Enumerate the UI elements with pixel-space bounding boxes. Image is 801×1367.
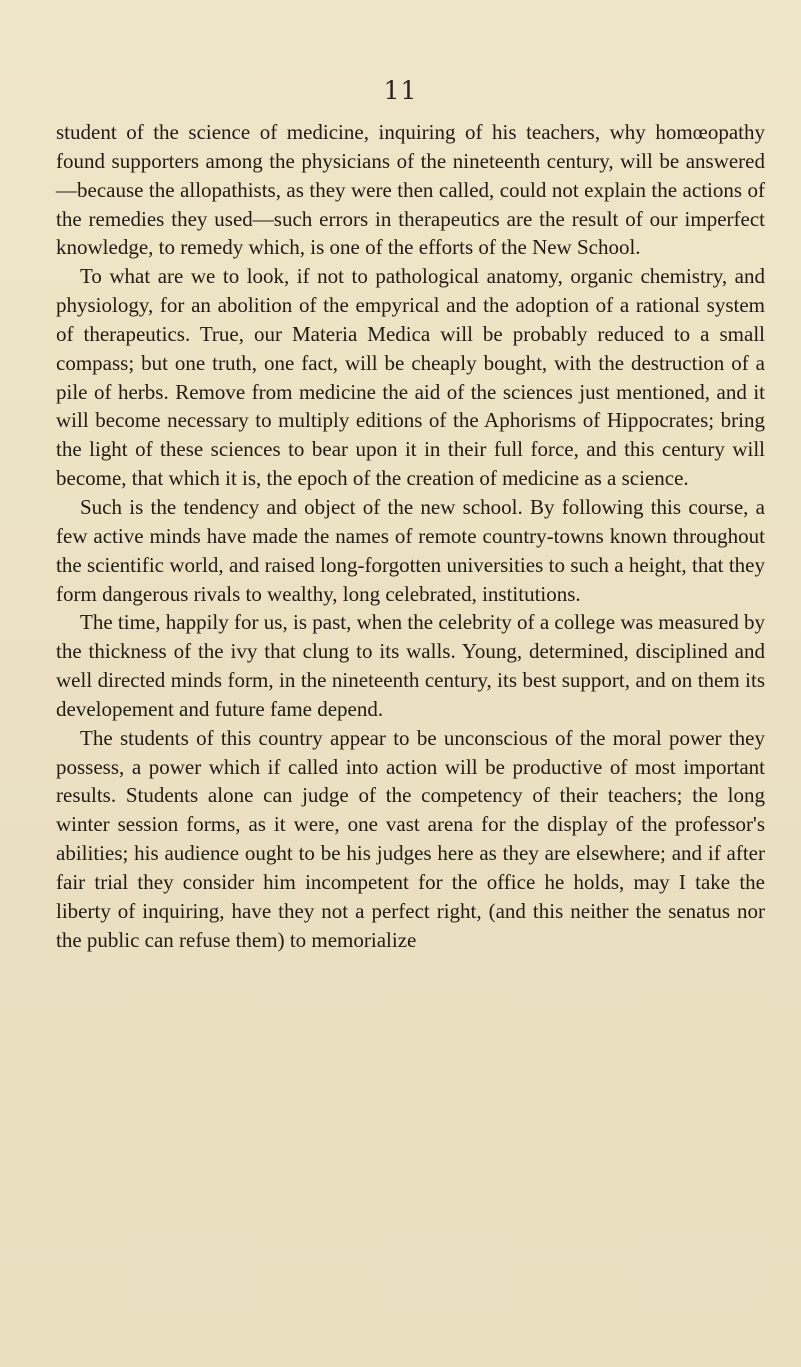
paragraph: The time, happily for us, is past, when the celebrity of a college was measured by the thickness of the ivy that clung to its walls. Young, determined, disciplined and well directed minds form, in the nineteenth century, its best support, and on them its developement and future fame depend.	[56, 610, 765, 721]
paragraph-continued: student of the science of medicine, inquiring of his teachers, why homœopathy found supporters among the physicians of the nineteenth century, will be answered—because the allopathists, as they were then called, could not explain the actions of the remedies they used—such errors in therapeutics are the result of our imperfect knowledge, to remedy which, is one of the efforts of the New School.	[56, 120, 765, 260]
paragraph: To what are we to look, if not to pathological anatomy, organic chemistry, and physiology, for an abolition of the empyrical and the adoption of a rational system of therapeutics. True, our Materia Medica will be probably reduced to a small compass; but one truth, one fact, will be cheaply bought, with the destruction of a pile of herbs. Remove from medicine the aid of the sciences just mentioned, and it will become necessary to multiply editions of the Aphorisms of Hippocrates; bring the light of these sciences to bear upon it in their full force, and this century will become, that which it is, the epoch of the creation of medicine as a science.	[56, 264, 765, 491]
body-text	[56, 118, 765, 954]
page-number: 11	[383, 76, 418, 105]
paragraph: Such is the tendency and object of the new school. By following this course, a few active minds have made the names of remote country-towns known throughout the scientific world, and raised long-forgotten universities to such a height, that they form dangerous rivals to wealthy, long celebrated, institutions.	[56, 494, 765, 606]
paragraph: The students of this country appear to be unconscious of the moral power they possess, a power which if called into action will be productive of most important results. Students alone can judge of the competency of their teachers; the long winter session forms, as it were, one vast arena for the display of the professor's abilities; his audience ought to be his judges here as they are elsewhere; and if after fair trial they consider him incompetent for the office he holds, may I take the liberty of inquiring, have they not a perfect right, (and this neither the senatus nor the public can refuse them) to memorialize	[56, 725, 765, 952]
